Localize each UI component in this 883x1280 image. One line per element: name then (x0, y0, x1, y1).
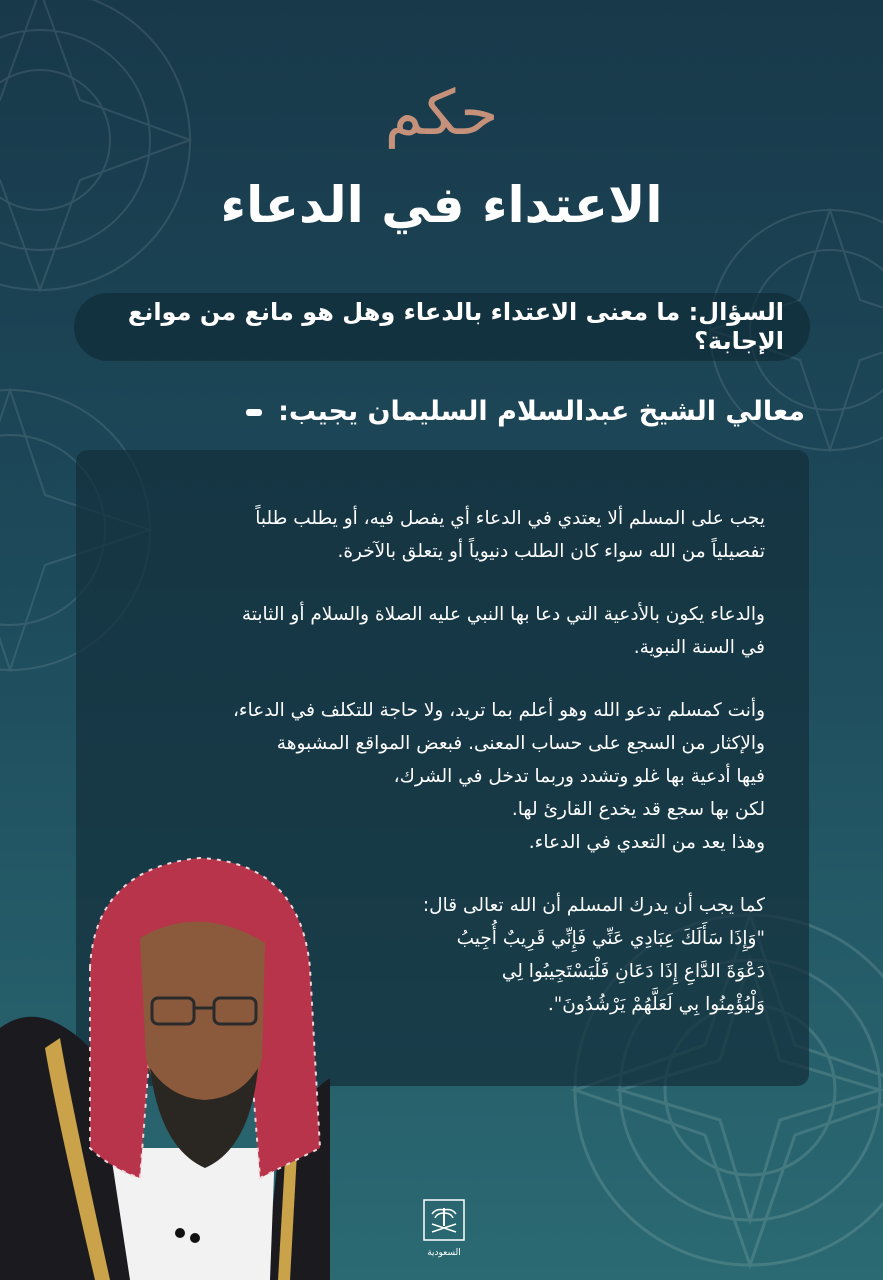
ornament-pattern-top-left (0, 0, 200, 300)
answer-paragraph-2: والدعاء يكون بالأدعية التي دعا بها النبي عليه الصلاة والسلام أو الثابتة في السنة النبوية. (241, 604, 765, 658)
saudi-logo (418, 1198, 470, 1264)
sheikh-portrait (0, 848, 330, 1280)
header-title-main: الاعتداء في الدعاء (220, 176, 663, 234)
answerer-text: معالي الشيخ عبدالسلام السليمان يجيب: (278, 396, 805, 427)
answer-paragraph-1: يجب على المسلم ألا يعتدي في الدعاء أي يفصل فيه، أو يطلب طلباً تفصيلياً من الله سواء كان الطلب دنيوياً أو يتعلق بالآخرة. (255, 508, 765, 562)
question-text: السؤال: ما معنى الاعتداء بالدعاء وهل هو مانع من موانع الإجابة؟ (127, 298, 784, 355)
quran-verse: "وَإِذَا سَأَلَكَ عِبَادِي عَنِّي فَإِنِّي قَرِيبٌ أُجِيبُ دَعْوَةَ الدَّاعِ إِذَا دَعَانِ فَلْيَسْتَجِيبُوا لِي وَلْيُؤْمِنُوا بِي لَعَلَّهُمْ يَرْشُدُونَ". (456, 928, 765, 1015)
question-bar (74, 293, 810, 361)
answerer-heading (105, 396, 805, 428)
answer-paragraph-4-intro: كما يجب أن يدرك المسلم أن الله تعالى قال: (422, 895, 765, 916)
bullet-dash-icon (246, 409, 262, 416)
palm-swords-emblem-icon (422, 1198, 466, 1242)
answer-paragraph-3: وأنت كمسلم تدعو الله وهو أعلم بما تريد، ولا حاجة للتكلف في الدعاء، والإكثار من السجع على حساب المعنى. فبعض المواقع المشبوهة فيها أدعية بها غلو وتشدد وربما تدخل في الشرك، لكن بها سجع قد يخدع القارئ لها. وهذا يعد من التعدي في الدعاء. (232, 700, 765, 853)
logo-label: السعودية (427, 1248, 461, 1258)
header-title-top: حكم (384, 76, 499, 149)
